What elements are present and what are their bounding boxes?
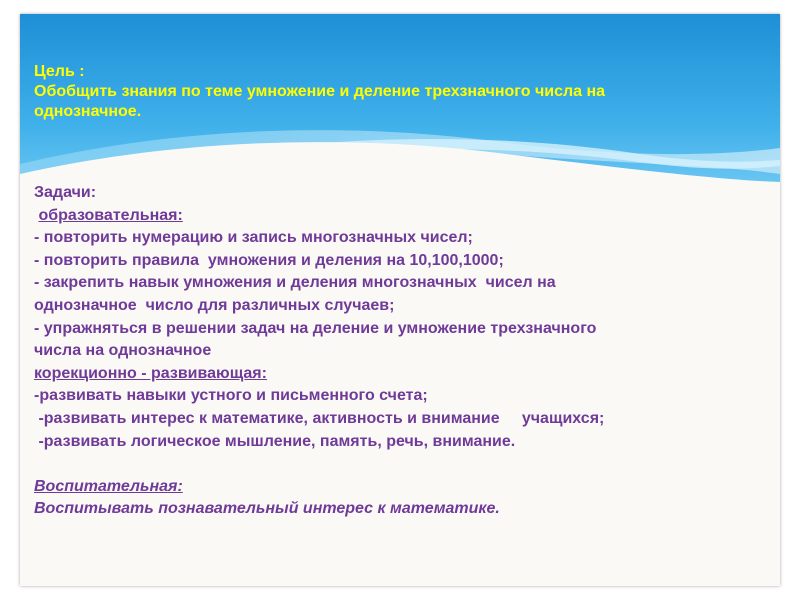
upbringing-text: Воспитывать познавательный интерес к математике. xyxy=(34,500,500,518)
educational-label: образовательная: xyxy=(38,206,183,224)
task-item: - упражняться в решении задач на деление и умножение трехзначного xyxy=(34,319,597,337)
educational-label-row xyxy=(34,205,774,228)
task-item: - повторить нумерацию и запись многозначных чисел; xyxy=(34,229,473,247)
task-item: -развивать навыки устного и письменного счета; xyxy=(34,387,428,405)
task-item: числа на однозначное xyxy=(34,342,212,360)
tasks-block xyxy=(34,182,774,521)
task-item: однозначное число для различных случаев; xyxy=(34,296,395,314)
goal-label: Цель : xyxy=(34,63,85,80)
task-item: - закрепить навык умножения и деления многозначных чисел на xyxy=(34,274,556,292)
tasks-heading: Задачи: xyxy=(34,184,97,201)
correctional-label: корекционно - развивающая: xyxy=(34,364,267,382)
task-item-row xyxy=(34,431,774,454)
spacer xyxy=(34,453,774,476)
task-item: -развивать логическое мышление, память, речь, внимание. xyxy=(38,432,516,450)
task-item-row xyxy=(34,408,774,431)
goal-block xyxy=(34,62,764,122)
upbringing-label: Воспитательная: xyxy=(34,477,183,495)
goal-text-line: однозначное. xyxy=(34,103,142,120)
goal-text-line: Обобщить знания по теме умножение и деление трехзначного числа на xyxy=(34,83,606,100)
task-item: -развивать интерес к математике, активность и внимание учащихся; xyxy=(38,409,605,427)
slide xyxy=(20,14,780,586)
task-item: - повторить правила умножения и деления на 10,100,1000; xyxy=(34,251,504,269)
